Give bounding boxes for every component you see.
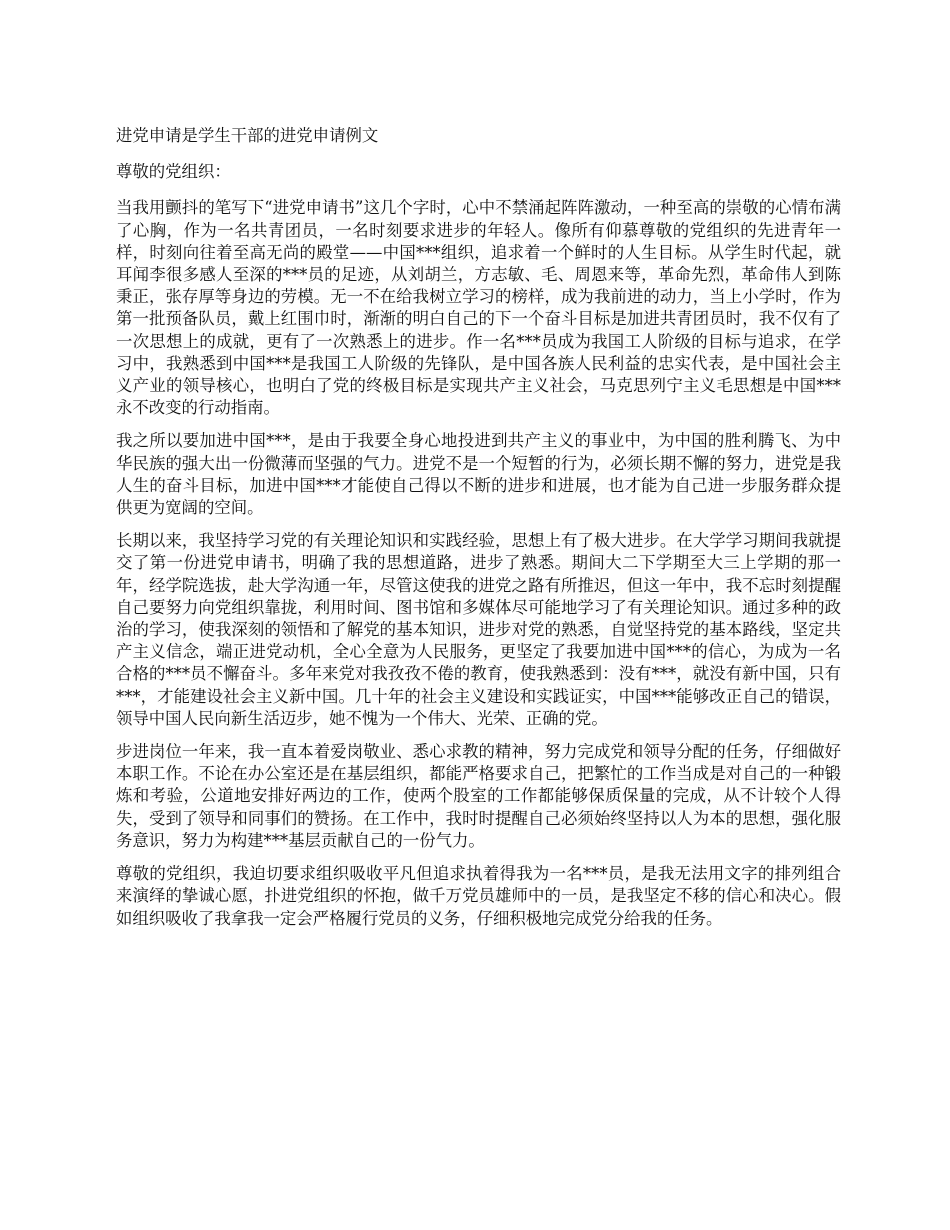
paragraph-2: 我之所以要加进中国***，是由于我要全身心地投进到共产主义的事业中，为中国的胜利腾飞、为中华民族的强大出一份微薄而坚强的气力。进党不是一个短暂的行为，必须长期不懈的努力，进党是我人生的奋斗目标，加进中国***才能使自己得以不断的进步和进展，也才能为自己进一步服务群众提供更为宽阔的空间。: [116, 431, 841, 518]
document-title: 进党申请是学生干部的进党申请例文: [116, 126, 379, 145]
paragraph-3: 长期以来，我坚持学习党的有关理论知识和实践经验，思想上有了极大进步。在大学学习期间我就提交了第一份进党申请书，明确了我的思想道路，进步了熟悉。期间大二下学期至大三上学期的那一年，经学院选拔，赴大学沟通一年，尽管这使我的进党之路有所推迟，但这一年中，我不忘时刻提醒自己要努力向党组织靠拢，利用时间、图书馆和多媒体尽可能地学习了有关理论知识。通过多种的政治的学习，使我深刻的领悟和了解党的基本知识，进步对党的熟悉，自觉坚持党的基本路线，坚定共产主义信念，端正进党动机，全心全意为人民服务，更坚定了我要加进中国***的信心，为成为一名合格的***员不懈奋斗。多年来党对我孜孜不倦的教育，使我熟悉到：没有***，就没有新中国，只有***，才能建设社会主义新中国。几十年的社会主义建设和实践证实，中国***能够改正自己的错误，领导中国人民向新生活迈步，她不愧为一个伟大、光荣、正确的党。: [116, 531, 841, 728]
document-body: [116, 125, 841, 941]
paragraph-1: 当我用颤抖的笔写下“进党申请书”这几个字时，心中不禁涌起阵阵激动，一种至高的崇敬的心情布满了心胸，作为一名共青团员，一名时刻要求进步的年轻人。像所有仰慕尊敬的党组织的先进青年一样，时刻向往着至高无尚的殿堂——中国***组织，追求着一个鲜时的人生目标。从学生时代起，就耳闻李很多感人至深的***员的足迹，从刘胡兰，方志敏、毛、周恩来等，革命先烈，革命伟人到陈秉正，张存厚等身边的劳模。无一不在给我树立学习的榜样，成为我前进的动力，当上小学时，作为第一批预备队员，戴上红围巾时，渐渐的明白自己的下一个奋斗目标是加进共青团员时，我不仅有了一次思想上的成就，更有了一次熟悉上的进步。作一名***员成为我国工人阶级的目标与追求，在学习中，我熟悉到中国***是我国工人阶级的先锋队，是中国各族人民利益的忠实代表，是中国社会主义产业的领导核心，也明白了党的终极目标是实现共产主义社会，马克思列宁主义毛思想是中国***永不改变的行动指南。: [116, 198, 841, 418]
paragraph-5: 尊敬的党组织，我迫切要求组织吸收平凡但追求执着得我为一名***员，是我无法用文字的排列组合来演绎的挚诚心愿，扑进党组织的怀抱，做千万党员雄师中的一员，是我坚定不移的信心和决心。假如组织吸收了我拿我一定会严格履行党员的义务，仔细积极地完成党分给我的任务。: [116, 864, 841, 928]
salutation: 尊敬的党组织：: [116, 162, 231, 182]
paragraph-4: 步进岗位一年来，我一直本着爱岗敬业、悉心求教的精神，努力完成党和领导分配的任务，仔细做好本职工作。不论在办公室还是在基层组织，都能严格要求自己，把繁忙的工作当成是对自己的一种锻炼和考验，公道地安排好两边的工作，使两个股室的工作都能够保质保量的完成，从不计较个人得失，受到了领导和同事们的赞扬。在工作中，我时时提醒自己必须始终坚持以人为本的思想，强化服务意识，努力为构建***基层贡献自己的一份气力。: [116, 742, 841, 850]
